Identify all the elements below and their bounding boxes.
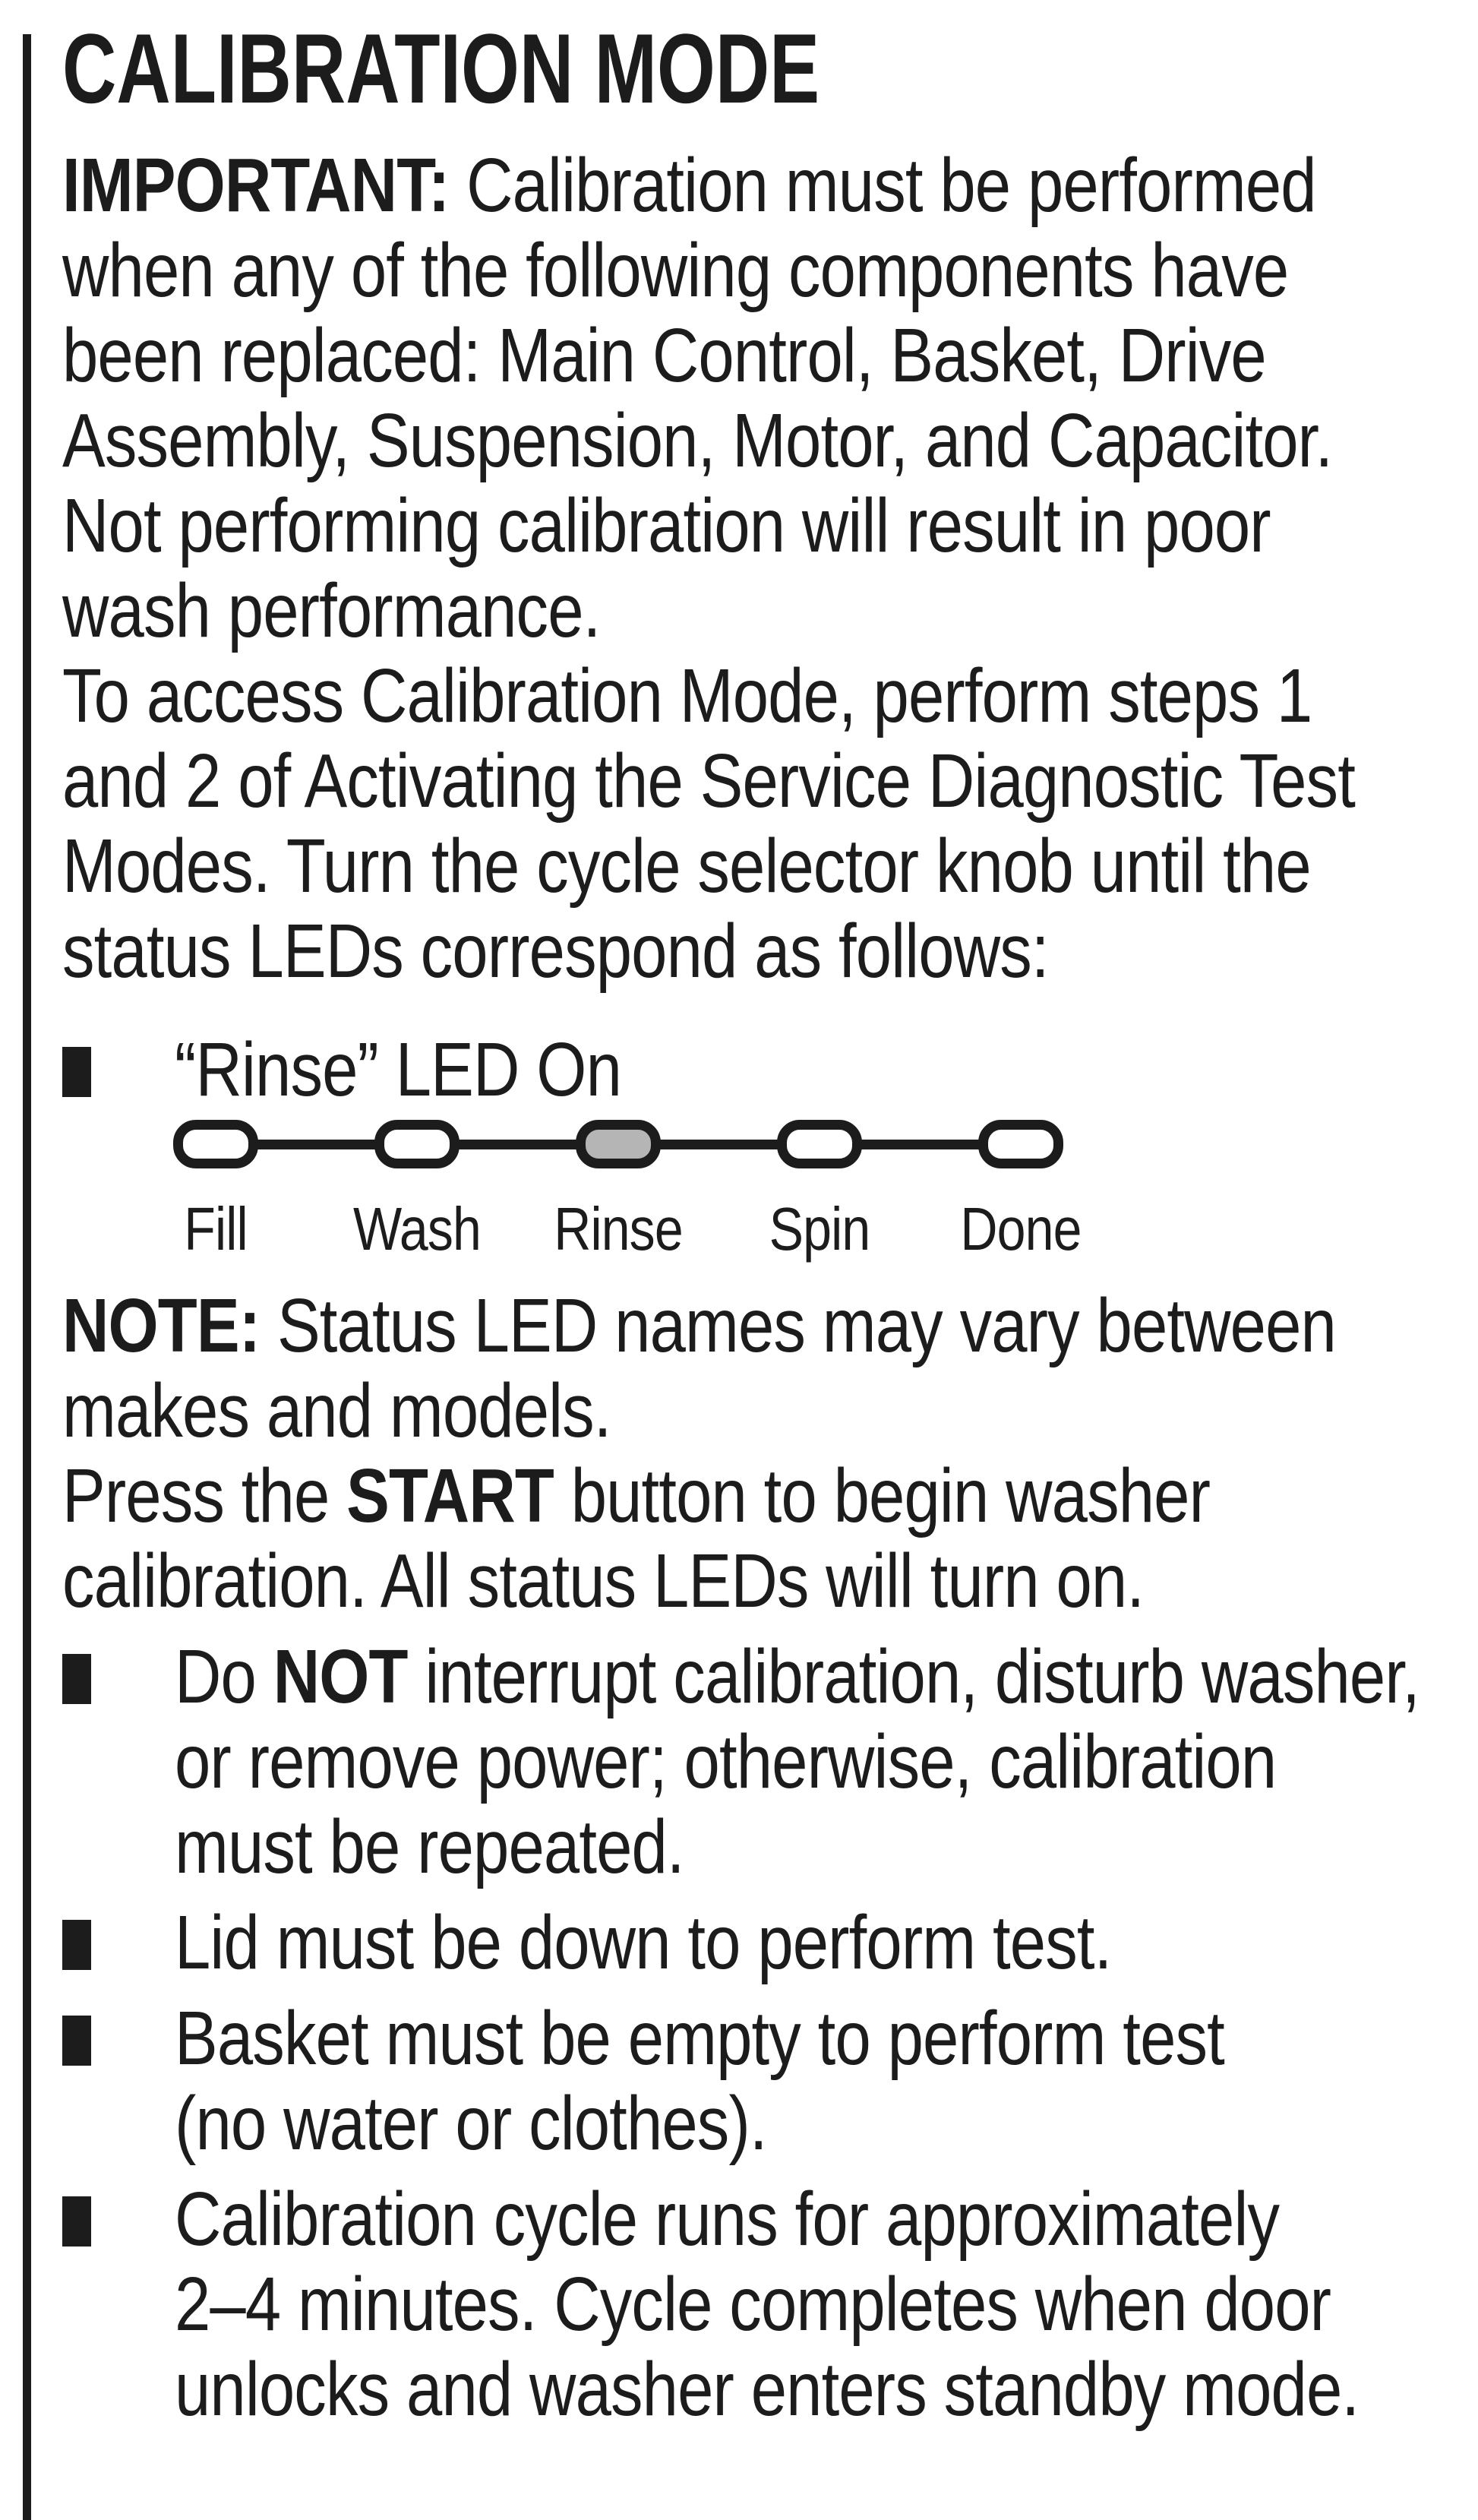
- text-segment: button to begin washer: [553, 1453, 1211, 1538]
- document-body: [62, 143, 1455, 2432]
- bullet-calibration-cycle: [62, 2177, 1455, 2432]
- press-start-paragraph-line: [62, 1453, 1246, 1538]
- text-segment: status LEDs correspond as follows:: [62, 909, 1049, 994]
- text-segment: calibration. All status LEDs will turn on.: [62, 1538, 1145, 1624]
- text-segment: must be repeated.: [175, 1804, 684, 1889]
- text-segment: makes and models.: [62, 1368, 611, 1453]
- status-led-spin-off: [777, 1120, 862, 1168]
- access-paragraph-line: [62, 909, 1246, 994]
- text-segment: Do: [175, 1634, 273, 1719]
- text-segment: Press the: [62, 1453, 347, 1538]
- text-segment: Assembly, Suspension, Motor, and Capacitor.: [62, 398, 1333, 483]
- bullet-lid-down: [62, 1900, 1455, 1985]
- bullet-do-not-interrupt-line: [175, 1719, 1277, 1804]
- square-bullet-icon: [62, 2016, 91, 2066]
- access-paragraph-line: [62, 824, 1311, 909]
- led-label-fill: Fill: [184, 1195, 248, 1263]
- text-segment: “Rinse” LED On: [175, 1027, 622, 1112]
- bold-text-segment: START: [346, 1453, 554, 1538]
- page-content: [62, 13, 1455, 2432]
- bold-text-segment: NOT: [273, 1634, 408, 1719]
- important-paragraph-line: [62, 483, 1271, 568]
- note-paragraph-line: [62, 1368, 1246, 1453]
- bullet-basket-empty: [62, 1996, 1455, 2166]
- bullet-do-not-interrupt-line: [175, 1804, 1263, 1889]
- text-segment: Status LED names may vary between: [276, 1283, 1336, 1368]
- text-segment: (no water or clothes).: [175, 2081, 767, 2166]
- bullet-rinse-led-on-line: [175, 1027, 1263, 1112]
- status-led-fill-off: [173, 1120, 258, 1168]
- status-led-rinse-on: [576, 1120, 661, 1168]
- important-paragraph-line: [62, 398, 1333, 483]
- bullet-calibration-cycle-line: [175, 2177, 1280, 2262]
- text-segment: 2–4 minutes. Cycle completes when door: [175, 2262, 1331, 2347]
- text-segment: Not performing calibration will result in poor: [62, 483, 1271, 568]
- press-start-paragraph: [62, 1453, 1455, 1624]
- text-segment: interrupt calibration, disturb washer,: [407, 1634, 1420, 1719]
- press-start-paragraph-line: [62, 1538, 1246, 1624]
- text-segment: Calibration must be performed: [466, 143, 1316, 228]
- access-paragraph-line: [62, 738, 1355, 824]
- text-segment: or remove power; otherwise, calibration: [175, 1719, 1277, 1804]
- led-label-done: Done: [960, 1195, 1082, 1263]
- text-segment: when any of the following components have: [62, 228, 1289, 313]
- text-segment: unlocks and washer enters standby mode.: [175, 2347, 1360, 2432]
- important-paragraph: [62, 143, 1455, 653]
- status-led-diagram: [173, 1120, 1115, 1283]
- bullet-rinse-led-on-text: [175, 1027, 1455, 1112]
- bullet-do-not-interrupt: [62, 1634, 1455, 1889]
- text-segment: and 2 of Activating the Service Diagnostic Test: [62, 738, 1355, 824]
- bullet-calibration-cycle-line: [175, 2262, 1331, 2347]
- square-bullet-icon: [62, 1654, 91, 1704]
- important-paragraph-line: [62, 313, 1266, 398]
- bullet-calibration-cycle-line: [175, 2347, 1360, 2432]
- text-segment: Modes. Turn the cycle selector knob until the: [62, 824, 1311, 909]
- bullet-basket-empty-line: [175, 1996, 1263, 2081]
- left-vertical-rule: [23, 34, 31, 2520]
- bullet-lid-down-line: [175, 1900, 1263, 1985]
- text-segment: been replaced: Main Control, Basket, Drive: [62, 313, 1266, 398]
- status-led-done-off: [978, 1120, 1063, 1168]
- important-paragraph-line: [62, 143, 1316, 228]
- led-label-spin: Spin: [769, 1195, 870, 1263]
- bullet-lid-down-text: [175, 1900, 1455, 1985]
- note-paragraph-line: [62, 1283, 1336, 1368]
- important-paragraph-line: [62, 228, 1289, 313]
- bullet-calibration-cycle-text: [175, 2177, 1455, 2432]
- access-paragraph: [62, 653, 1455, 994]
- led-label-wash: Wash: [353, 1195, 481, 1263]
- led-label-rinse: Rinse: [554, 1195, 683, 1263]
- square-bullet-icon: [62, 2196, 91, 2246]
- bullet-basket-empty-line: [175, 2081, 1263, 2166]
- bold-text-segment: IMPORTANT:: [62, 143, 467, 228]
- square-bullet-icon: [62, 1920, 91, 1970]
- page-title: CALIBRATION MODE: [62, 13, 820, 124]
- text-segment: To access Calibration Mode, perform steps 1: [62, 653, 1312, 738]
- bullet-do-not-interrupt-line: [175, 1634, 1420, 1719]
- text-segment: wash performance.: [62, 568, 601, 653]
- bullet-do-not-interrupt-text: [175, 1634, 1455, 1889]
- important-paragraph-line: [62, 568, 1246, 653]
- square-bullet-icon: [62, 1047, 91, 1097]
- note-paragraph: [62, 1283, 1455, 1453]
- access-paragraph-line: [62, 653, 1312, 738]
- bold-text-segment: NOTE:: [62, 1283, 277, 1368]
- bullet-rinse-led-on: [62, 1027, 1455, 1112]
- text-segment: Basket must be empty to perform test: [175, 1996, 1224, 2081]
- text-segment: Lid must be down to perform test.: [175, 1900, 1112, 1985]
- status-led-wash-off: [374, 1120, 460, 1168]
- text-segment: Calibration cycle runs for approximately: [175, 2177, 1280, 2262]
- bullet-basket-empty-text: [175, 1996, 1455, 2166]
